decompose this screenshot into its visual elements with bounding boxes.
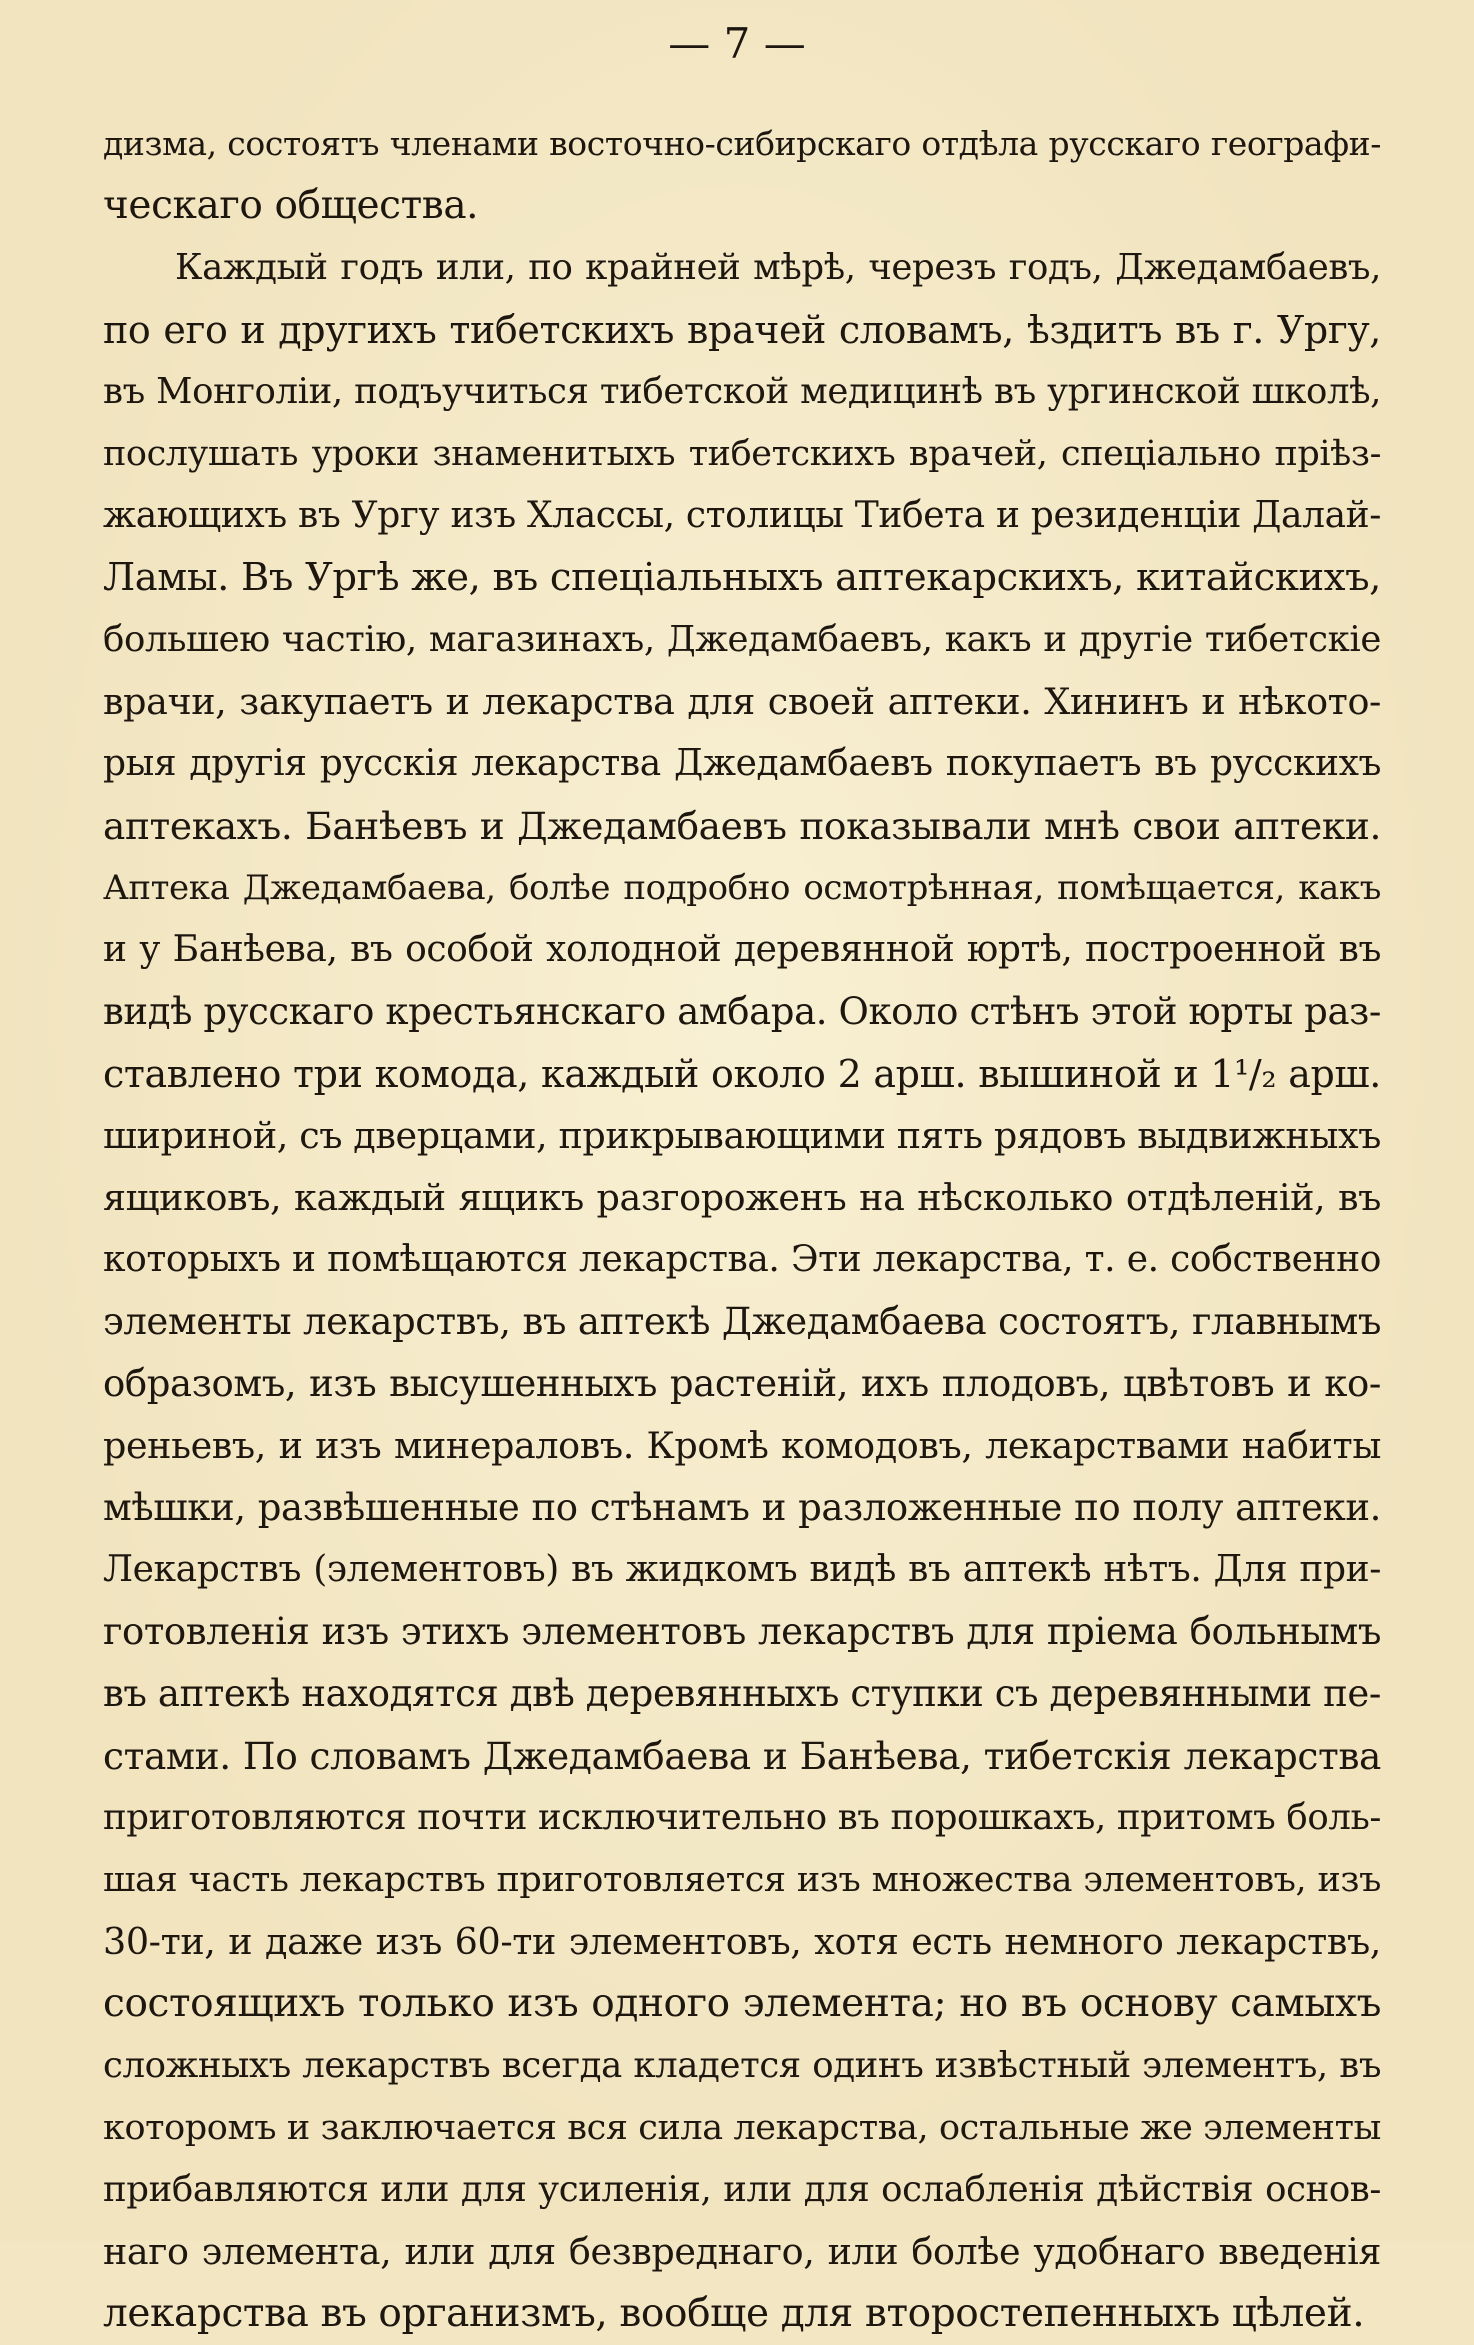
text-line: въ аптекѣ находятся двѣ деревянныхъ ступки съ деревянными пе- — [103, 1672, 1381, 1715]
text-line: дизма, состоятъ членами восточно-сибирскаго отдѣла русскаго географи- — [103, 124, 1381, 163]
text-line: элементы лекарствъ, въ аптекѣ Джедамбаева состоятъ, главнымъ — [103, 1300, 1381, 1343]
paragraph — [103, 237, 1381, 2345]
text-line: лекарства въ организмъ, вообще для второстепенныхъ цѣлей. — [103, 2291, 1365, 2336]
text-line: по его и другихъ тибетскихъ врачей словамъ, ѣздитъ въ г. Ургу, — [103, 308, 1381, 352]
text-line: и у Банѣева, въ особой холодной деревянной юртѣ, построенной въ — [103, 929, 1381, 970]
text-line: шая часть лекарствъ приготовляется изъ множества элементовъ, изъ — [103, 1860, 1381, 1900]
text-line: рыя другія русскія лекарства Джедамбаевъ покупаетъ въ русскихъ — [103, 743, 1381, 784]
text-line: мѣшки, развѣшенные по стѣнамъ и разложенные по полу аптеки. — [103, 1486, 1381, 1529]
text-line: врачи, закупаетъ и лекарства для своей аптеки. Хининъ и нѣкото- — [103, 680, 1381, 723]
text-line: Лекарствъ (элементовъ) въ жидкомъ видѣ въ аптекѣ нѣтъ. Для при- — [103, 1549, 1381, 1590]
text-line: послушать уроки знаменитыхъ тибетскихъ врачей, спеціально пріѣз- — [103, 434, 1381, 474]
text-line: наго элемента, или для безвреднаго, или болѣе удобнаго введенія — [103, 2230, 1381, 2273]
text-line: ставлено три комода, каждый около 2 арш. вышиной и 1¹/₂ арш. — [103, 1052, 1381, 1096]
text-line: 30-ти, и даже изъ 60-ти элементовъ, хотя есть немного лекарствъ, — [103, 1920, 1381, 1963]
text-line: ческаго общества. — [103, 183, 479, 228]
body-text — [103, 113, 1381, 2345]
text-line: аптекахъ. Банѣевъ и Джедамбаевъ показывали мнѣ свои аптеки. — [103, 804, 1381, 848]
text-line: шириной, съ дверцами, прикрывающими пять рядовъ выдвижныхъ — [103, 1114, 1381, 1157]
text-line: ящиковъ, каждый ящикъ разгороженъ на нѣсколько отдѣленій, въ — [103, 1176, 1381, 1219]
text-line: образомъ, изъ высушенныхъ растеній, ихъ плодовъ, цвѣтовъ и ко- — [103, 1362, 1381, 1405]
text-line: которомъ и заключается вся сила лекарства, остальные же элементы — [103, 2108, 1381, 2148]
text-line: видѣ русскаго крестьянскаго амбара. Около стѣнъ этой юрты раз- — [103, 990, 1381, 1033]
text-line: реньевъ, и изъ минераловъ. Кромѣ комодовъ, лекарствами набиты — [103, 1424, 1381, 1467]
text-line: прибавляются или для усиленія, или для ослабленія дѣйствія основ- — [103, 2169, 1381, 2210]
page-number: — 7 — — [668, 19, 806, 68]
paragraph — [103, 113, 1381, 237]
text-line: въ Монголіи, подъучиться тибетской медицинѣ въ ургинской школѣ, — [103, 371, 1381, 412]
text-line: жающихъ въ Ургу изъ Хлассы, столицы Тибета и резиденціи Далай- — [103, 495, 1381, 536]
text-line: сложныхъ лекарствъ всегда кладется одинъ извѣстный элементъ, въ — [103, 2045, 1381, 2086]
text-line: Аптека Джедамбаева, болѣе подробно осмотрѣнная, помѣщается, какъ — [103, 868, 1381, 908]
text-line: стами. По словамъ Джедамбаева и Банѣева, тибетскія лекарства — [103, 1734, 1381, 1778]
text-line: большею частію, магазинахъ, Джедамбаевъ, какъ и другіе тибетскіе — [103, 619, 1381, 660]
text-line: Ламы. Въ Ургѣ же, въ спеціальныхъ аптекарскихъ, китайскихъ, — [103, 555, 1381, 600]
text-line: готовленія изъ этихъ элементовъ лекарствъ для пріема больнымъ — [103, 1610, 1381, 1653]
text-line: Каждый годъ или, по крайней мѣрѣ, черезъ годъ, Джедамбаевъ, — [175, 247, 1381, 288]
text-line: которыхъ и помѣщаются лекарства. Эти лекарства, т. е. собственно — [103, 1239, 1381, 1280]
text-line: приготовляются почти исключительно въ порошкахъ, притомъ боль- — [103, 1797, 1381, 1838]
text-line: состоящихъ только изъ одного элемента; но въ основу самыхъ — [103, 1981, 1381, 2026]
